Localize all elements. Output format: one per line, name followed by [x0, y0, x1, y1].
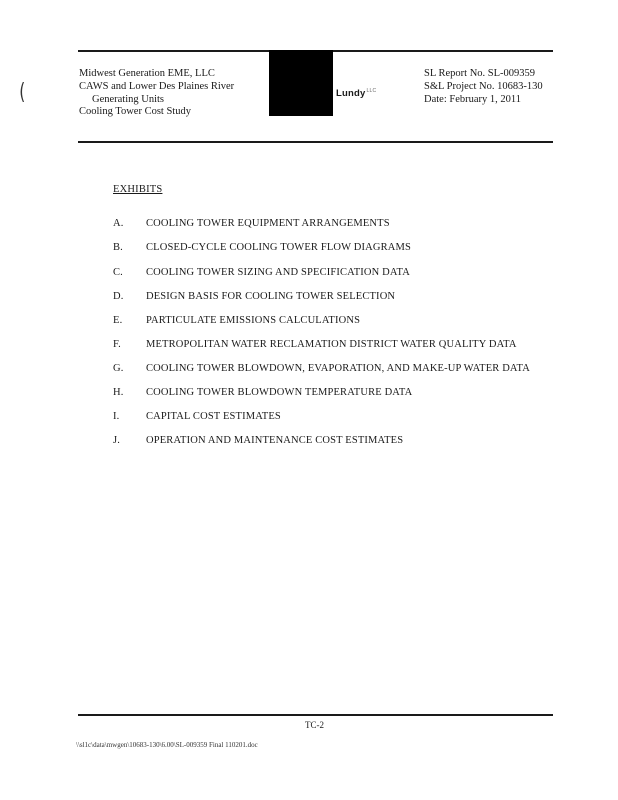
header-report-number: SL Report No. SL-009359: [424, 68, 536, 79]
file-path: \\sl1c\data\mwgen\10683-130\6.00\SL-009359 Final 110201.doc: [76, 741, 258, 749]
exhibit-title: CAPITAL COST ESTIMATES: [146, 411, 281, 422]
company-logo-mark: [269, 50, 333, 116]
exhibit-title: METROPOLITAN WATER RECLAMATION DISTRICT WATER QUALITY DATA: [146, 339, 517, 350]
exhibit-title: COOLING TOWER BLOWDOWN, EVAPORATION, AND MAKE-UP WATER DATA: [146, 363, 530, 374]
header-company: Midwest Generation EME, LLC: [79, 68, 215, 79]
exhibit-title: COOLING TOWER BLOWDOWN TEMPERATURE DATA: [146, 387, 413, 398]
exhibit-title: PARTICULATE EMISSIONS CALCULATIONS: [146, 315, 361, 326]
margin-mark: (: [19, 80, 26, 105]
exhibit-title: COOLING TOWER SIZING AND SPECIFICATION DATA: [146, 267, 410, 278]
exhibit-title: COOLING TOWER EQUIPMENT ARRANGEMENTS: [146, 218, 390, 229]
exhibit-letter: I.: [113, 411, 120, 422]
exhibit-letter: E.: [113, 315, 123, 326]
exhibit-letter: G.: [113, 363, 124, 374]
footer-rule: [78, 714, 553, 716]
exhibit-title: DESIGN BASIS FOR COOLING TOWER SELECTION: [146, 291, 396, 302]
header-project: CAWS and Lower Des Plaines River: [79, 81, 235, 92]
header-study: Cooling Tower Cost Study: [79, 106, 191, 117]
header-bottom-rule: [78, 141, 553, 143]
exhibit-letter: A.: [113, 218, 124, 229]
exhibit-letter: H.: [113, 387, 124, 398]
exhibits-title: EXHIBITS: [113, 184, 163, 195]
exhibit-letter: B.: [113, 242, 123, 253]
exhibit-title: CLOSED-CYCLE COOLING TOWER FLOW DIAGRAMS: [146, 242, 412, 253]
header-project-number: S&L Project No. 10683-130: [424, 81, 543, 92]
header-date: Date: February 1, 2011: [424, 94, 522, 105]
page-number: TC-2: [305, 720, 324, 730]
exhibit-letter: D.: [113, 291, 124, 302]
exhibit-letter: J.: [113, 435, 121, 446]
exhibit-letter: F.: [113, 339, 121, 350]
exhibit-title: OPERATION AND MAINTENANCE COST ESTIMATES: [146, 435, 404, 446]
exhibit-letter: C.: [113, 267, 123, 278]
company-logo-text: Lundy$^{LLC}$: [336, 88, 377, 100]
header-units: Generating Units: [92, 94, 165, 105]
